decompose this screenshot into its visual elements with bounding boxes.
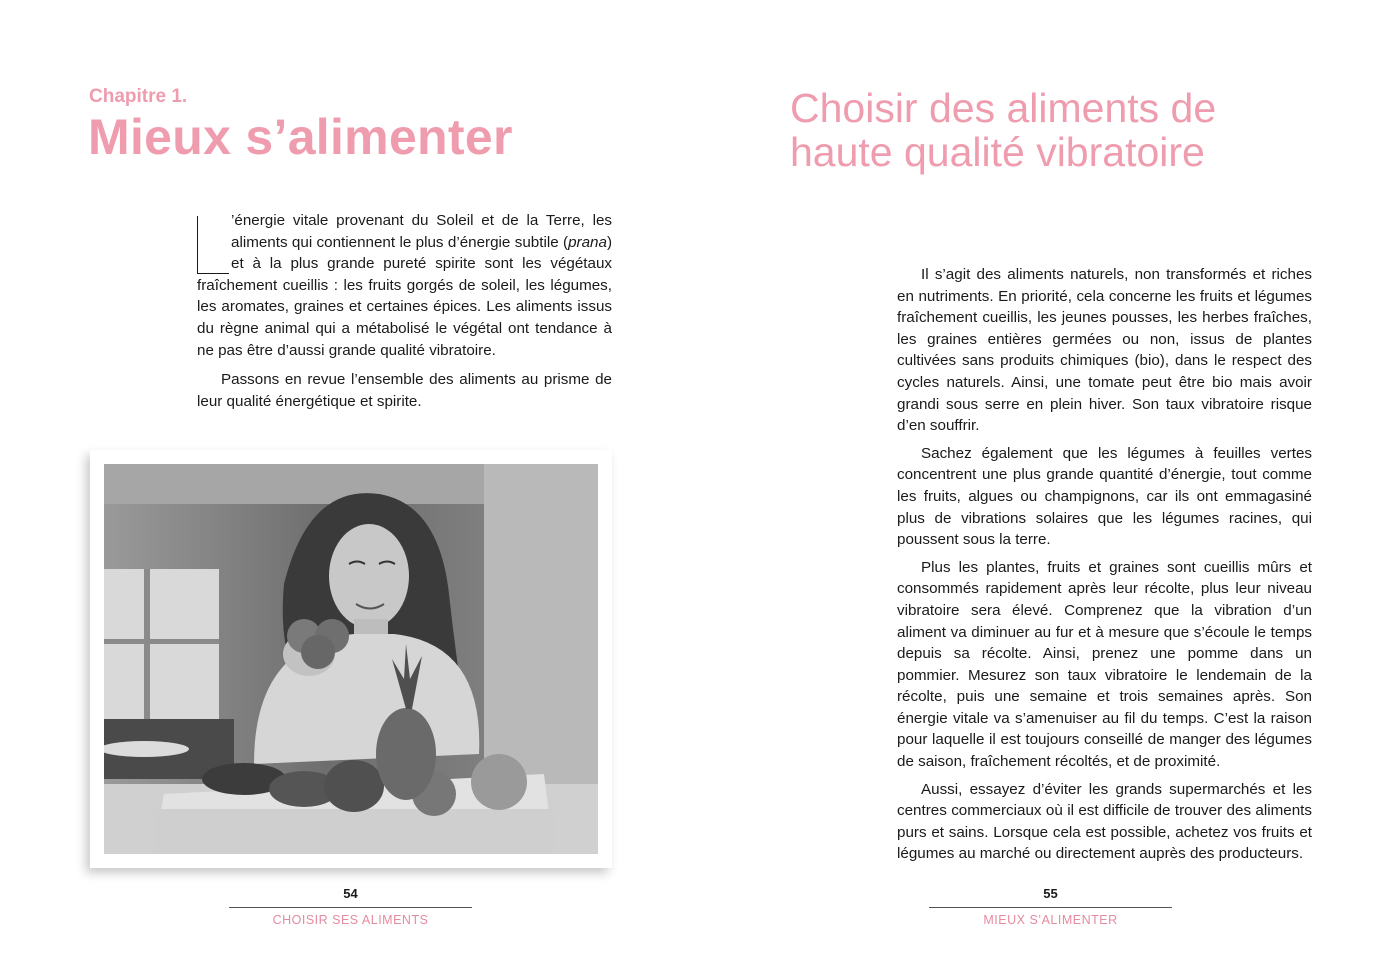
- photo-frame: [90, 450, 612, 868]
- drop-cap-l: [197, 216, 229, 274]
- body-text: [897, 264, 1312, 871]
- section-title: Choisir des aliments de haute qualité vibratoire: [790, 85, 1217, 175]
- intro-text: [197, 210, 612, 420]
- intro-p1-start: ’énergie vitale provenant du Soleil et de la Terre, les aliments qui contiennent le plus d’énergie subtile (: [231, 212, 612, 251]
- right-folio: [929, 886, 1172, 927]
- body-paragraph-2: Sachez également que les légumes à feuilles vertes concentrent une plus grande quantité d’énergie, tout comme les fruits, algues ou champignons, car ils ont emmagasiné plus de vibrations solaires que les légumes racines, qui poussent sous la terre.: [897, 444, 1312, 549]
- intro-paragraph-2: Passons en revue l’ensemble des aliments au prisme de leur qualité énergétique et spirite.: [197, 371, 612, 410]
- woman-with-fruits-photo: [104, 464, 598, 854]
- running-footer-right: MIEUX S’ALIMENTER: [983, 913, 1118, 927]
- footer-divider-left: [229, 907, 472, 908]
- body-paragraph-4: Aussi, essayez d’éviter les grands supermarchés et les centres commerciaux où il est difficile de trouver des aliments purs et sains. Lorsque cela est possible, achetez vos fruits et légumes au marché ou directement auprès des producteurs.: [897, 780, 1312, 863]
- body-paragraph-1: Il s’agit des aliments naturels, non transformés et riches en nutriments. En priorité, cela concerne les fruits et légumes fraîchement cueillis, les jeunes pousses, les herbes fraîches, les graines entières germées ou non, issus de plantes cultivées sans produits chimiques (bio), dans le respect des cycles naturels. Ainsi, une tomate peut être bio mais avoir grandi sous serre en plein hiver. Son taux vibratoire risque d’en souffrir.: [897, 266, 1312, 435]
- right-page: [700, 0, 1400, 980]
- chapter-title: Mieux s’alimenter: [88, 109, 513, 165]
- footer-divider-right: [929, 907, 1172, 908]
- intro-p1-end: ) et à la plus grande pureté spirite sont les végétaux fraîchement cueillis : les fruits gorgés de soleil, les légumes, les aromates, graines et certaines épices. Les aliments issus du règne animal qui a métabolisé le végétal ont tendance à ne pas être d’aussi grande qualité vibratoire.: [197, 233, 612, 359]
- body-paragraph-3: Plus les plantes, fruits et graines sont cueillis mûrs et consommés rapidement après leur récolte, plus leur niveau vibratoire sera élevé. Comprenez que la vibration d’un aliment va diminuer au fur et à mesure que s’écoule le temps depuis sa récolte. Ainsi, prenez une pomme dans un pommier. Mesurez son taux vibratoire le lendemain de la récolte, puis une semaine et trois semaines après. Son énergie vitale va s’amenuiser au fil du temps. C’est la raison pour laquelle il est toujours conseillé de manger des légumes de saison, fraîchement récoltés, et de proximité.: [897, 558, 1312, 771]
- page-number-left: 54: [343, 886, 358, 901]
- running-footer-left: CHOISIR SES ALIMENTS: [272, 913, 429, 927]
- intro-paragraph-1: [197, 210, 612, 361]
- left-folio: [229, 886, 472, 927]
- page-number-right: 55: [1043, 886, 1058, 901]
- intro-p1-italic: prana: [568, 233, 607, 251]
- chapter-label: Chapitre 1.: [89, 86, 188, 107]
